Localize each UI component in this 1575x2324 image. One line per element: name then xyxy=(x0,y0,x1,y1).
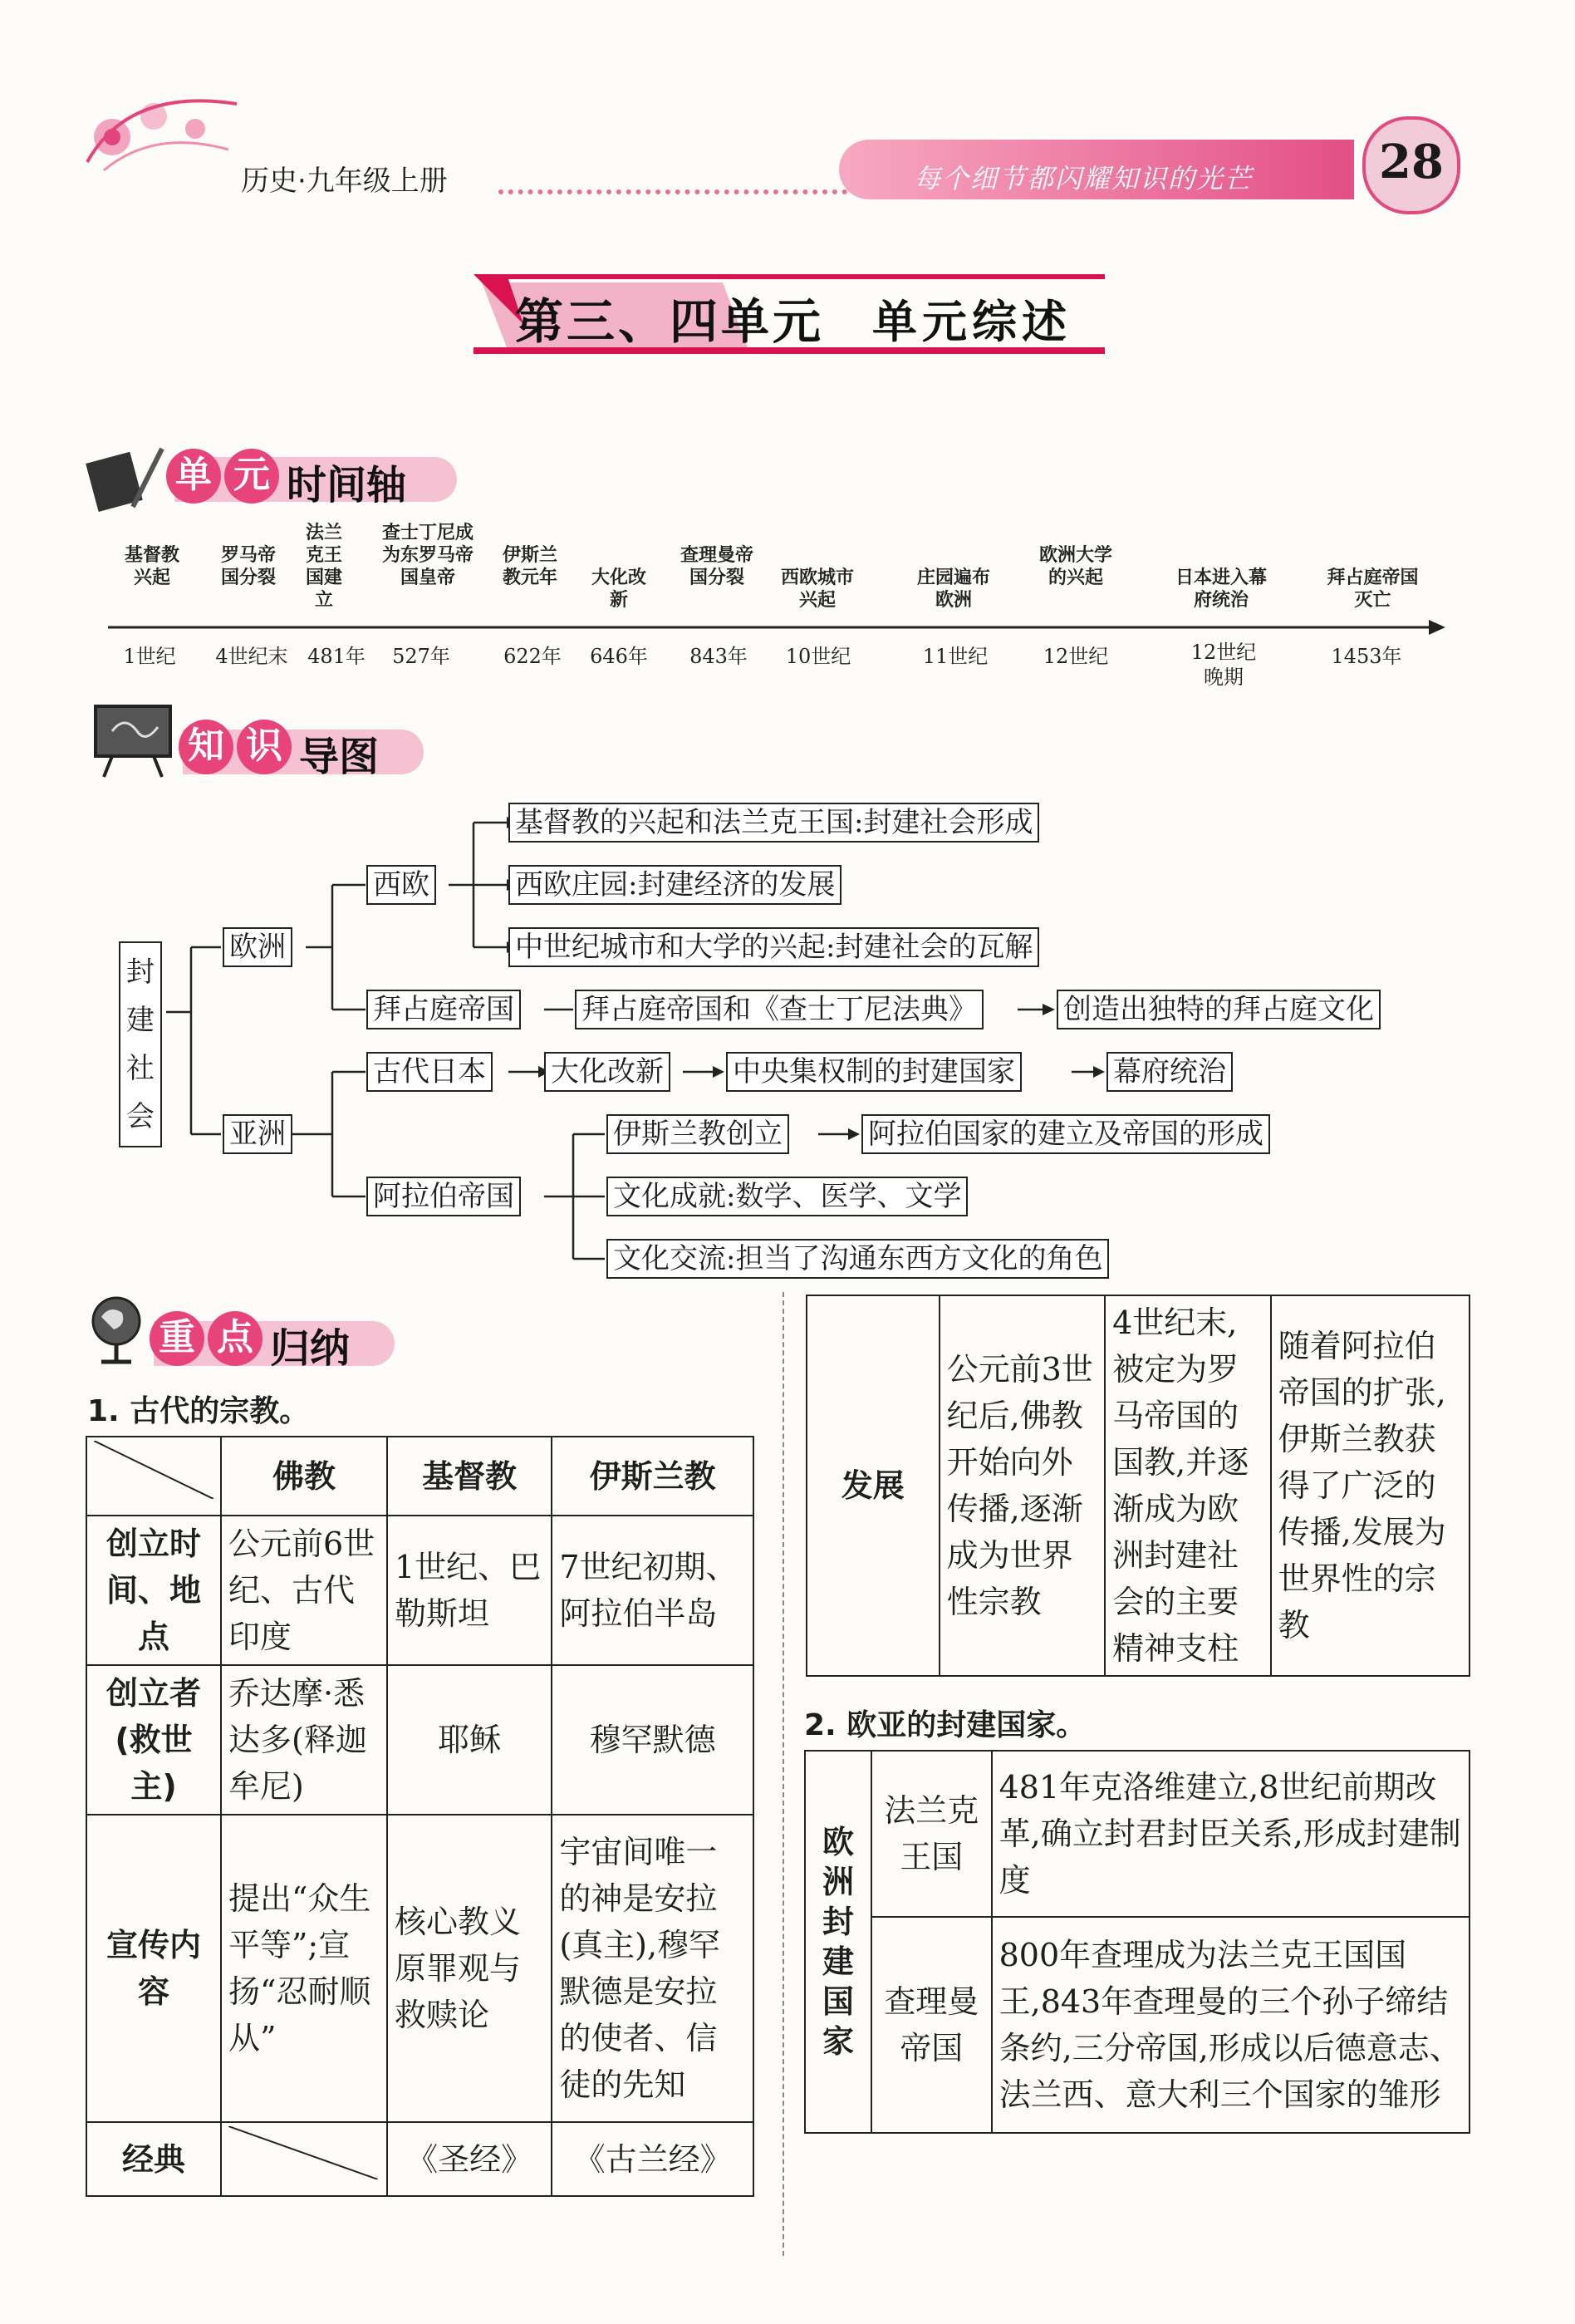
feudal-states-table xyxy=(804,1750,1470,2134)
mindmap-arab: 阿拉伯帝国 xyxy=(366,1177,521,1216)
summary-badge-1: 重 xyxy=(150,1311,204,1366)
state-name: 法兰克王国 xyxy=(871,1751,992,1917)
mindmap-badge-2: 识 xyxy=(237,720,292,774)
timeline-date: 4世纪末 xyxy=(215,645,288,668)
timeline-date: 1453年 xyxy=(1331,645,1402,668)
state-name: 查理曼帝国 xyxy=(871,1917,992,2133)
timeline-date: 622年 xyxy=(503,645,562,668)
table-cell: 提出“众生平等”;宣扬“忍耐顺从” xyxy=(221,1815,387,2122)
mindmap-ar-1b: 阿拉伯国家的建立及帝国的形成 xyxy=(861,1114,1270,1154)
timeline-section-title: 时间轴 xyxy=(287,462,407,509)
table-cell: 随着阿拉伯帝国的扩张,伊斯兰教获得了广泛的传播,发展为世界性的宗教 xyxy=(1271,1295,1470,1676)
corner-cell xyxy=(86,1437,221,1516)
table-cell: 7世纪初期、阿拉伯半岛 xyxy=(552,1516,753,1665)
table-cell: 公元前6世纪、古代印度 xyxy=(221,1516,387,1665)
religion-development-table xyxy=(806,1295,1470,1677)
column-divider xyxy=(783,1292,784,2256)
mindmap-byz-1: 拜占庭帝国和《查士丁尼法典》 xyxy=(575,990,984,1029)
slogan: 每个细节都闪耀知识的光芒 xyxy=(914,163,1254,194)
timeline-event: 欧洲大学的兴起 xyxy=(1038,544,1112,588)
timeline-event: 拜占庭帝国灭亡 xyxy=(1327,567,1419,611)
timeline-badge-1: 单 xyxy=(166,449,221,504)
row-label: 创立时间、地点 xyxy=(86,1516,221,1665)
unit-title: 第三、四单元 xyxy=(515,293,825,350)
timeline-date: 646年 xyxy=(590,645,648,668)
mindmap-ar-2: 文化成就:数学、医学、文学 xyxy=(606,1177,968,1216)
mindmap-jp-3: 幕府统治 xyxy=(1106,1052,1233,1092)
timeline-badge-2: 元 xyxy=(224,449,279,504)
timeline-date: 843年 xyxy=(689,645,748,668)
unit-subtitle: 单元综述 xyxy=(872,295,1072,348)
table-cell-empty xyxy=(221,2122,387,2196)
mindmap-we-item-2: 西欧庄园:封建经济的发展 xyxy=(508,865,841,905)
mindmap-ar-1a: 伊斯兰教创立 xyxy=(606,1114,789,1154)
mindmap-europe: 欧洲 xyxy=(223,927,292,967)
timeline-date: 527年 xyxy=(392,645,450,668)
timeline-date: 11世纪 xyxy=(922,645,989,668)
diagonal-line xyxy=(228,2126,378,2179)
globe-icon xyxy=(83,1292,150,1367)
mindmap-japan: 古代日本 xyxy=(366,1052,493,1092)
timeline-date: 1世纪 xyxy=(123,645,176,668)
group-label-text: 欧洲封建国家 xyxy=(822,1824,854,2060)
timeline-date: 481年 xyxy=(307,645,366,668)
timeline-event: 日本进入幕府统治 xyxy=(1175,567,1267,611)
row-label: 创立者(救世主) xyxy=(86,1665,221,1815)
mindmap-jp-1: 大化改新 xyxy=(544,1052,670,1092)
timeline-event: 西欧城市兴起 xyxy=(781,567,855,611)
mindmap-jp-2: 中央集权制的封建国家 xyxy=(726,1052,1022,1092)
table-cell: 4世纪末,被定为罗马帝国的国教,并逐渐成为欧洲封建社会的主要精神支柱 xyxy=(1105,1295,1271,1676)
table-cell: 1世纪、巴勒斯坦 xyxy=(387,1516,552,1665)
timeline-date: 10世纪 xyxy=(785,645,851,668)
header-christianity: 基督教 xyxy=(387,1437,552,1516)
mindmap-ar-3: 文化交流:担当了沟通东西方文化的角色 xyxy=(606,1239,1109,1279)
state-text: 481年克洛维建立,8世纪前期改革,确立封君封臣关系,形成封建制度 xyxy=(992,1751,1470,1917)
header-islam: 伊斯兰教 xyxy=(552,1437,753,1516)
timeline-date: 12世纪晚期 xyxy=(1190,641,1257,689)
table-cell: 《圣经》 xyxy=(387,2122,552,2196)
mindmap-byz-2: 创造出独特的拜占庭文化 xyxy=(1057,990,1381,1029)
q2-title: 2. 欧亚的封建国家。 xyxy=(804,1708,1087,1742)
table-cell: 宇宙间唯一的神是安拉(真主),穆罕默德是安拉的使者、信徒的先知 xyxy=(552,1815,753,2122)
table-cell: 公元前3世纪后,佛教开始向外传播,逐渐成为世界性宗教 xyxy=(940,1295,1106,1676)
state-text: 800年查理成为法兰克王国国王,843年查理曼的三个孙子缔结条约,三分帝国,形成以后德意志、法兰西、意大利三个国家的雏形 xyxy=(992,1917,1470,2133)
mindmap-byzantine: 拜占庭帝国 xyxy=(366,990,521,1029)
timeline-event: 查士丁尼成为东罗马帝国皇帝 xyxy=(381,522,473,588)
timeline-event: 查理曼帝国分裂 xyxy=(680,544,753,588)
group-label xyxy=(805,1751,871,2133)
summary-section-title: 归纳 xyxy=(270,1325,351,1372)
subject-label: 历史·九年级上册 xyxy=(241,165,448,198)
table-cell: 穆罕默德 xyxy=(552,1665,753,1815)
timeline-event: 法兰克王国建立 xyxy=(306,522,343,611)
table-cell: 耶稣 xyxy=(387,1665,552,1815)
q1-title: 1. 古代的宗教。 xyxy=(87,1394,310,1428)
header-buddhism: 佛教 xyxy=(221,1437,387,1516)
row-label: 发展 xyxy=(807,1295,940,1676)
summary-badge-2: 点 xyxy=(208,1311,262,1366)
row-label: 经典 xyxy=(86,2122,221,2196)
table-cell: 《古兰经》 xyxy=(552,2122,753,2196)
mindmap-asia: 亚洲 xyxy=(223,1114,292,1154)
timeline-event: 罗马帝国分裂 xyxy=(221,544,277,588)
mindmap-we-item-3: 中世纪城市和大学的兴起:封建社会的瓦解 xyxy=(508,927,1039,967)
table-cell: 核心教义原罪观与救赎论 xyxy=(387,1815,552,2122)
timeline-date: 12世纪 xyxy=(1043,645,1109,668)
page-number: 28 xyxy=(1379,135,1444,189)
mindmap-badge-1: 知 xyxy=(179,720,233,774)
timeline-event: 大化改新 xyxy=(591,567,647,611)
row-label: 宣传内容 xyxy=(86,1815,221,2122)
religion-table xyxy=(86,1436,754,2197)
timeline-event: 伊斯兰教元年 xyxy=(503,544,558,588)
mindmap-west-europe: 西欧 xyxy=(366,865,436,905)
table-cell: 乔达摩·悉达多(释迦牟尼) xyxy=(221,1665,387,1815)
timeline-event: 庄园遍布欧洲 xyxy=(917,567,991,611)
mindmap-section-title: 导图 xyxy=(299,734,380,780)
diagonal-line xyxy=(94,1441,213,1499)
mindmap-root: 封建社会 xyxy=(119,941,162,1147)
mindmap-we-item-1: 基督教的兴起和法兰克王国:封建社会形成 xyxy=(508,803,1039,843)
timeline-event: 基督教兴起 xyxy=(125,544,180,588)
